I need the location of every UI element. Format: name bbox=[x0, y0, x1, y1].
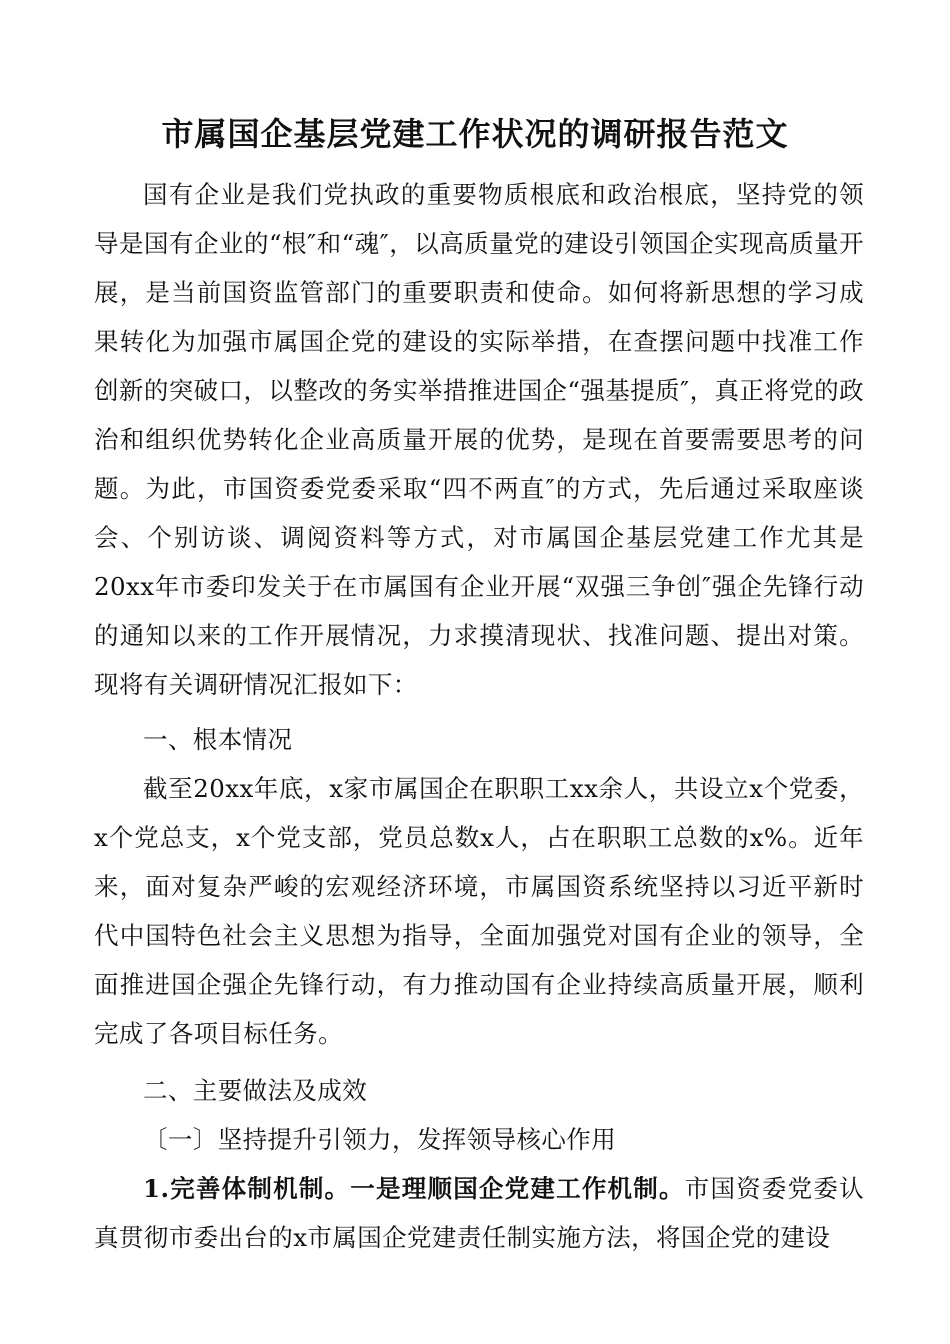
subsection-heading-leadership: 〔一〕坚持提升引领力，发挥领导核心作用 bbox=[143, 1125, 617, 1154]
document-title: 市属国企基层党建工作状况的调研报告范文 bbox=[161, 115, 789, 153]
intro-paragraph: 国有企业是我们党执政的重要物质根底和政治根底，坚持党的领导是国有企业的“根″和“魂″，以高质量党的建设引领国企实现高质量开展，是当前国资监管部门的重要职责和使命。如何将新思想的学习成果转化为加强市属国企党的建设的实际举措，在查摆问题中找准工作创新的突破口，以整改的务实举措推进国企“强基提质″，真正将党的政治和组织优势转化企业高质量开展的优势，是现在首要需要思考的问题。为此，市国资委党委采取“四不两直″的方式，先后通过采取座谈会、个别访谈、调阅资料等方式，对市属国企基层党建工作尤其是20xx年市委印发关于在市属国有企业开展“双强三争创″强企先锋行动的通知以来的工作开展情况，力求摸清现状、找准问题、提出对策。现将有关调研情况汇报如下： bbox=[94, 180, 864, 699]
item-1-text: 市国资委党委认真贯彻市委出台的x市属国企党建责任制实施方法，将国企党的建设 bbox=[94, 1174, 864, 1252]
section-heading-main-practices: 二、主要做法及成效 bbox=[143, 1076, 368, 1105]
item-1-paragraph bbox=[94, 1164, 864, 1262]
document-body bbox=[94, 170, 864, 1262]
basic-situation-paragraph: 截至20xx年底，x家市属国企在职职工xx余人，共设立x个党委，x个党总支，x个党支部，党员总数x人，占在职职工总数的x%。近年来，面对复杂严峻的宏观经济环境，市属国资系统坚持以习近平新时代中国特色社会主义思想为指导，全面加强党对国有企业的领导，全面推进国企强企先锋行动，有力推动国有企业持续高质量开展，顺利完成了各项目标任务。 bbox=[94, 774, 864, 1048]
item-1-lead: 1.完善体制机制。一是理顺国企党建工作机制。 bbox=[143, 1174, 685, 1203]
section-heading-basic-situation: 一、根本情况 bbox=[143, 725, 293, 754]
